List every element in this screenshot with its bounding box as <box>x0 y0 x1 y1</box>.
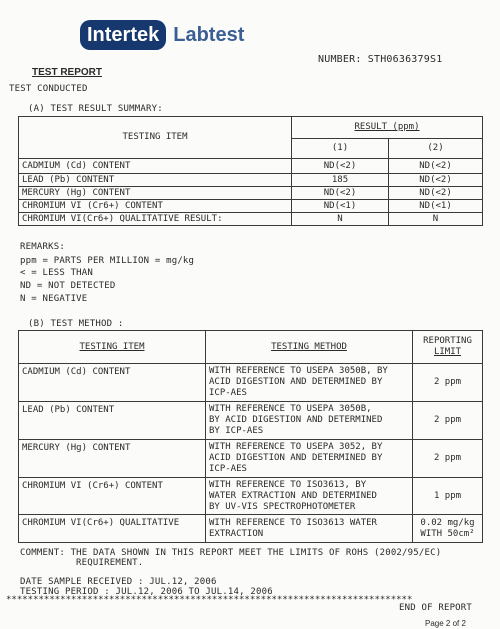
method-col-testing-item-label: TESTING ITEM <box>79 341 145 352</box>
remark-line: ppm = PARTS PER MILLION = mg/kg <box>20 256 195 266</box>
summary-col-result-label: RESULT (ppm) <box>354 122 420 132</box>
summary-result-1: ND(<2) <box>292 159 389 174</box>
reporting-limit-label-1: REPORTING <box>423 336 472 346</box>
method-item: MERCURY (Hg) CONTENT <box>19 440 206 478</box>
method-item: LEAD (Pb) CONTENT <box>19 402 206 440</box>
remark-line: < = LESS THAN <box>20 268 94 278</box>
summary-result-1: ND(<1) <box>292 200 389 213</box>
method-item: CHROMIUM VI(Cr6+) QUALITATIVE <box>19 515 206 543</box>
method-description <box>206 515 413 543</box>
method-line: BY UV-VIS SPECTROPHOTOMETER <box>209 501 356 512</box>
method-col-testing-method-label: TESTING METHOD <box>271 341 347 352</box>
report-number: NUMBER: STH0636379S1 <box>318 54 443 65</box>
summary-result-2: ND(<2) <box>389 159 483 174</box>
page-number: Page 2 of 2 <box>425 619 466 628</box>
method-col-testing-method <box>206 331 413 364</box>
table-row <box>19 364 483 402</box>
table-row <box>19 213 483 226</box>
section-a-heading: (A) TEST RESULT SUMMARY: <box>28 104 163 114</box>
summary-col-2: (2) <box>389 139 483 159</box>
method-limit-line: WITH 50cm² <box>420 528 475 539</box>
summary-result-2: ND(<2) <box>389 174 483 187</box>
summary-result-1: 185 <box>292 174 389 187</box>
testing-period: TESTING PERIOD : JUL.12, 2006 TO JUL.14, 2006 <box>20 587 273 597</box>
method-limit: 2 ppm <box>413 364 483 402</box>
method-header-row <box>19 331 483 364</box>
end-of-report: END OF REPORT <box>399 603 473 613</box>
comment-line-1: COMMENT: THE DATA SHOWN IN THIS REPORT MEET THE LIMITS OF ROHS (2002/95/EC) <box>20 548 442 558</box>
summary-result-1: ND(<2) <box>292 187 389 200</box>
method-limit: 2 ppm <box>413 440 483 478</box>
logo-wordmark: Labtest <box>173 23 245 46</box>
method-description <box>206 440 413 478</box>
report-title: TEST REPORT <box>32 67 103 78</box>
summary-item: CADMIUM (Cd) CONTENT <box>19 159 292 174</box>
table-row <box>19 402 483 440</box>
method-description <box>206 402 413 440</box>
method-line: EXTRACTION <box>209 528 264 539</box>
method-line: BY ACID DIGESTION AND DETERMINED <box>209 415 383 425</box>
remark-line: ND = NOT DETECTED <box>20 281 116 291</box>
logo-badge: Intertek <box>80 20 166 50</box>
table-row <box>19 515 483 543</box>
summary-item: MERCURY (Hg) CONTENT <box>19 187 292 200</box>
summary-result-2: N <box>389 213 483 226</box>
method-line: BY ICP-AES <box>209 426 264 436</box>
test-method-table <box>18 330 483 543</box>
summary-item: CHROMIUM VI (Cr6+) CONTENT <box>19 200 292 213</box>
method-col-testing-item <box>19 331 206 364</box>
method-limit: 2 ppm <box>413 402 483 440</box>
method-line: WATER EXTRACTION AND DETERMINED <box>209 490 377 501</box>
summary-header-row <box>19 117 483 139</box>
remarks-title: REMARKS: <box>20 242 65 252</box>
method-line: WITH REFERENCE TO USEPA 3050B, BY <box>209 366 388 376</box>
result-summary-table <box>18 116 483 226</box>
method-description <box>206 478 413 515</box>
method-line: ICP-AES <box>209 388 247 398</box>
summary-result-2: ND(<2) <box>389 187 483 200</box>
summary-col-1: (1) <box>292 139 389 159</box>
table-row <box>19 174 483 187</box>
star-divider: *************************************************************************** <box>6 595 413 605</box>
method-item: CADMIUM (Cd) CONTENT <box>19 364 206 402</box>
summary-col-result <box>292 117 483 139</box>
method-limit-line: 0.02 mg/kg <box>420 517 475 528</box>
intertek-logo <box>80 20 244 50</box>
summary-result-1: N <box>292 213 389 226</box>
method-item: CHROMIUM VI (Cr6+) CONTENT <box>19 478 206 515</box>
summary-item: LEAD (Pb) CONTENT <box>19 174 292 187</box>
remark-line: N = NEGATIVE <box>20 294 88 304</box>
section-b-heading: (B) TEST METHOD : <box>28 319 124 329</box>
report-subtitle: TEST CONDUCTED <box>9 84 88 94</box>
method-line: ACID DIGESTION AND DETERMINED BY <box>209 453 383 463</box>
comment-line-2: REQUIREMENT. <box>76 558 144 568</box>
summary-col-testing-item: TESTING ITEM <box>19 117 292 159</box>
reporting-limit-label-2: LIMIT <box>433 347 462 357</box>
summary-item: CHROMIUM VI(Cr6+) QUALITATIVE RESULT: <box>19 213 292 226</box>
method-limit <box>413 515 483 543</box>
table-row <box>19 440 483 478</box>
date-sample-received: DATE SAMPLE RECEIVED : JUL.12, 2006 <box>20 577 217 587</box>
method-line: ICP-AES <box>209 464 247 474</box>
table-row <box>19 200 483 213</box>
method-col-reporting-limit <box>413 331 483 364</box>
table-row <box>19 478 483 515</box>
method-line: WITH REFERENCE TO USEPA 3052, BY <box>209 442 383 452</box>
method-line: WITH REFERENCE TO ISO3613, BY <box>209 479 367 490</box>
method-description <box>206 364 413 402</box>
method-line: WITH REFERENCE TO ISO3613 WATER <box>209 517 377 528</box>
method-limit: 1 ppm <box>413 478 483 515</box>
summary-result-2: ND(<1) <box>389 200 483 213</box>
table-row <box>19 187 483 200</box>
method-line: ACID DIGESTION AND DETERMINED BY <box>209 377 383 387</box>
method-line: WITH REFERENCE TO USEPA 3050B, <box>209 404 372 414</box>
table-row <box>19 159 483 174</box>
